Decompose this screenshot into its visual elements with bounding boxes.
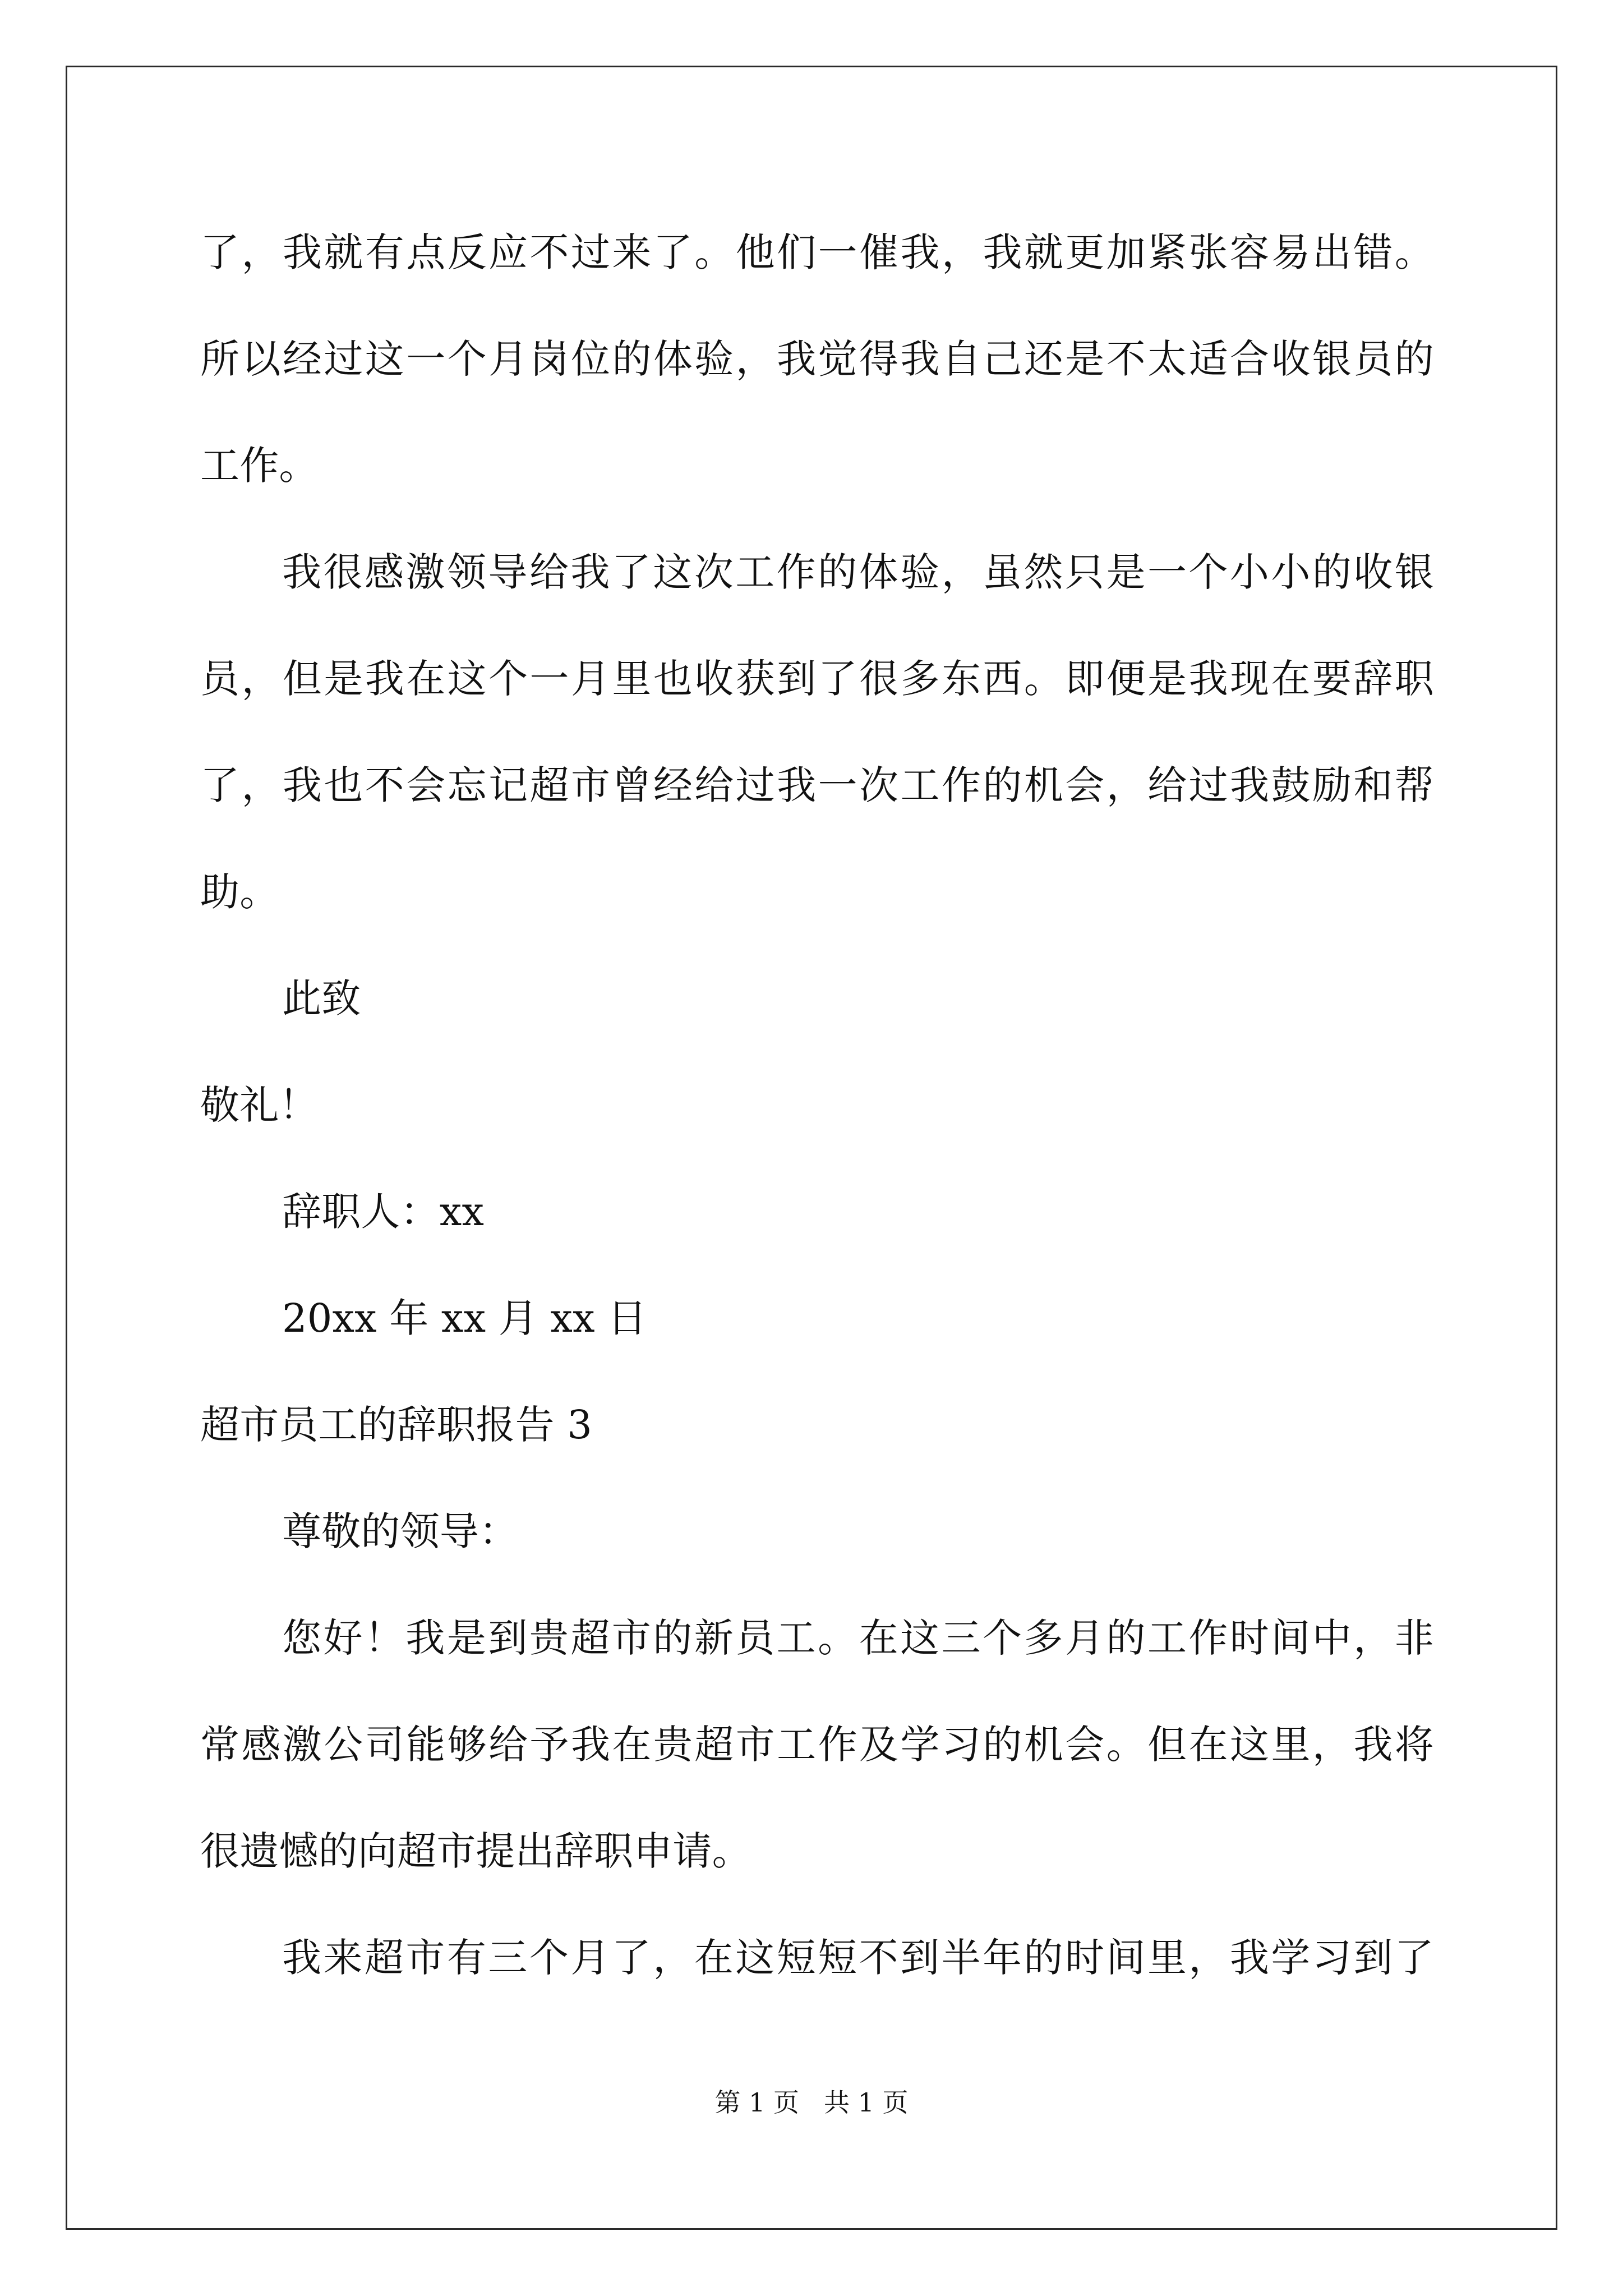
body-line: 助。 (200, 869, 279, 915)
body-line: 很遗憾的向超市提出辞职申请。 (200, 1828, 751, 1874)
date-line: 20xx 年 xx 月 xx 日 (282, 1295, 647, 1341)
body-line: 我来超市有三个月了，在这短短不到半年的时间里，我学习到了 (282, 1935, 1434, 1981)
body-line: 工作。 (200, 443, 319, 489)
body-line: 了，我也不会忘记超市曾经给过我一次工作的机会，给过我鼓励和帮 (200, 762, 1434, 808)
body-line: 所以经过这一个月岗位的体验，我觉得我自己还是不太适合收银员的 (200, 336, 1434, 382)
page-total: 共 1 页 (824, 2087, 909, 2118)
body-line: 常感激公司能够给予我在贵超市工作及学习的机会。但在这里，我将 (200, 1722, 1434, 1768)
body-line: 员，但是我在这个一月里也收获到了很多东西。即便是我现在要辞职 (200, 656, 1434, 702)
body-line: 了，我就有点反应不过来了。他们一催我，我就更加紧张容易出错。 (200, 229, 1434, 275)
page-number: 第 1 页 (714, 2087, 799, 2118)
body-line: 您好！我是到贵超市的新员工。在这三个多月的工作时间中，非 (282, 1615, 1434, 1661)
page-footer (0, 2086, 1623, 2119)
page-frame (66, 66, 1557, 2230)
body-line: 我很感激领导给我了这次工作的体验，虽然只是一个小小的收银 (282, 549, 1434, 595)
closing-regards: 敬礼！ (200, 1082, 319, 1128)
signature-line: 辞职人：xx (282, 1189, 485, 1235)
closing-salutation: 此致 (282, 976, 361, 1022)
greeting-line: 尊敬的领导： (282, 1508, 519, 1554)
section-title: 超市员工的辞职报告 3 (200, 1402, 592, 1448)
